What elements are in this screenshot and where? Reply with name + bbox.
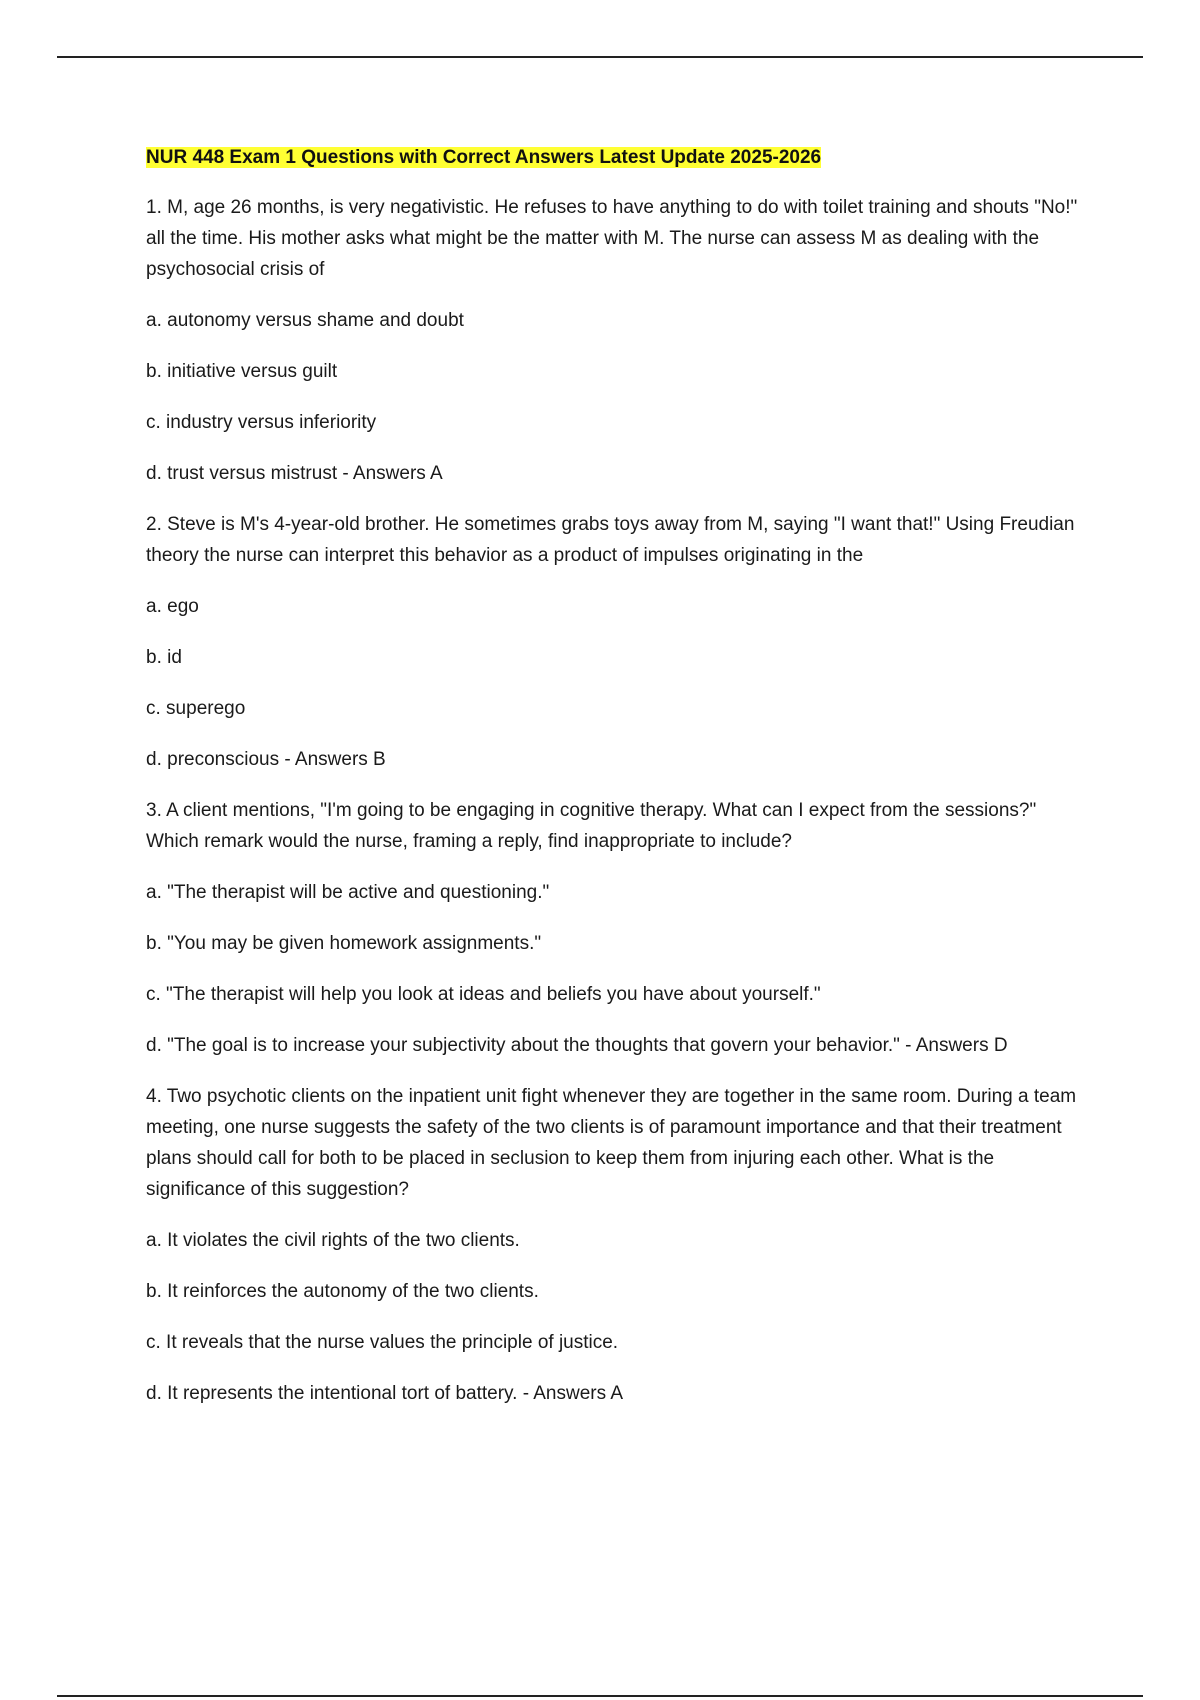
question-block [146,795,1091,1061]
answer-option: d. trust versus mistrust - Answers A [146,463,443,484]
answer-option: b. id [146,647,182,668]
answer-option: c. It reveals that the nurse values the principle of justice. [146,1332,619,1353]
answer-option: b. initiative versus guilt [146,361,338,382]
answer-option: d. It represents the intentional tort of battery. - Answers A [146,1383,624,1404]
header-divider [57,56,1143,58]
footer-divider [57,1695,1143,1697]
answer-option: a. ego [146,596,199,617]
answer-option: a. It violates the civil rights of the two clients. [146,1230,520,1251]
answer-option: b. It reinforces the autonomy of the two clients. [146,1281,539,1302]
document-title: NUR 448 Exam 1 Questions with Correct Answers Latest Update 2025-2026 [146,147,822,168]
question-prompt: 1. M, age 26 months, is very negativistic. He refuses to have anything to do with toilet training and shouts "No!" all the time. His mother asks what might be the matter with M. The nurse can assess M as dealing with the psychosocial crisis of [146,197,1078,280]
question-prompt: 3. A client mentions, "I'm going to be engaging in cognitive therapy. What can I expect from the sessions?" Which remark would the nurse, framing a reply, find inappropriate to include? [146,800,1037,852]
answer-option: d. preconscious - Answers B [146,749,386,770]
answer-option: c. "The therapist will help you look at ideas and beliefs you have about yourself." [146,984,821,1005]
question-prompt: 4. Two psychotic clients on the inpatient unit fight whenever they are together in the same room. During a team meeting, one nurse suggests the safety of the two clients is of paramount importance and that their treatment plans should call for both to be placed in seclusion to keep them from injuring each other. What is the significance of this suggestion? [146,1086,1077,1200]
question-block [146,509,1091,775]
answer-option: d. "The goal is to increase your subjectivity about the thoughts that govern your behavior." - Answers D [146,1035,1008,1056]
question-block [146,192,1091,489]
answer-option: a. "The therapist will be active and questioning." [146,882,550,903]
answer-option: a. autonomy versus shame and doubt [146,310,464,331]
answer-option: c. superego [146,698,246,719]
question-block [146,1081,1091,1409]
answer-option: c. industry versus inferiority [146,412,377,433]
document-body [146,144,1091,1429]
question-prompt: 2. Steve is M's 4-year-old brother. He sometimes grabs toys away from M, saying "I want that!" Using Freudian theory the nurse can interpret this behavior as a product of impulses originating in the [146,514,1075,566]
document-title-wrap [146,144,1091,173]
answer-option: b. "You may be given homework assignments." [146,933,542,954]
